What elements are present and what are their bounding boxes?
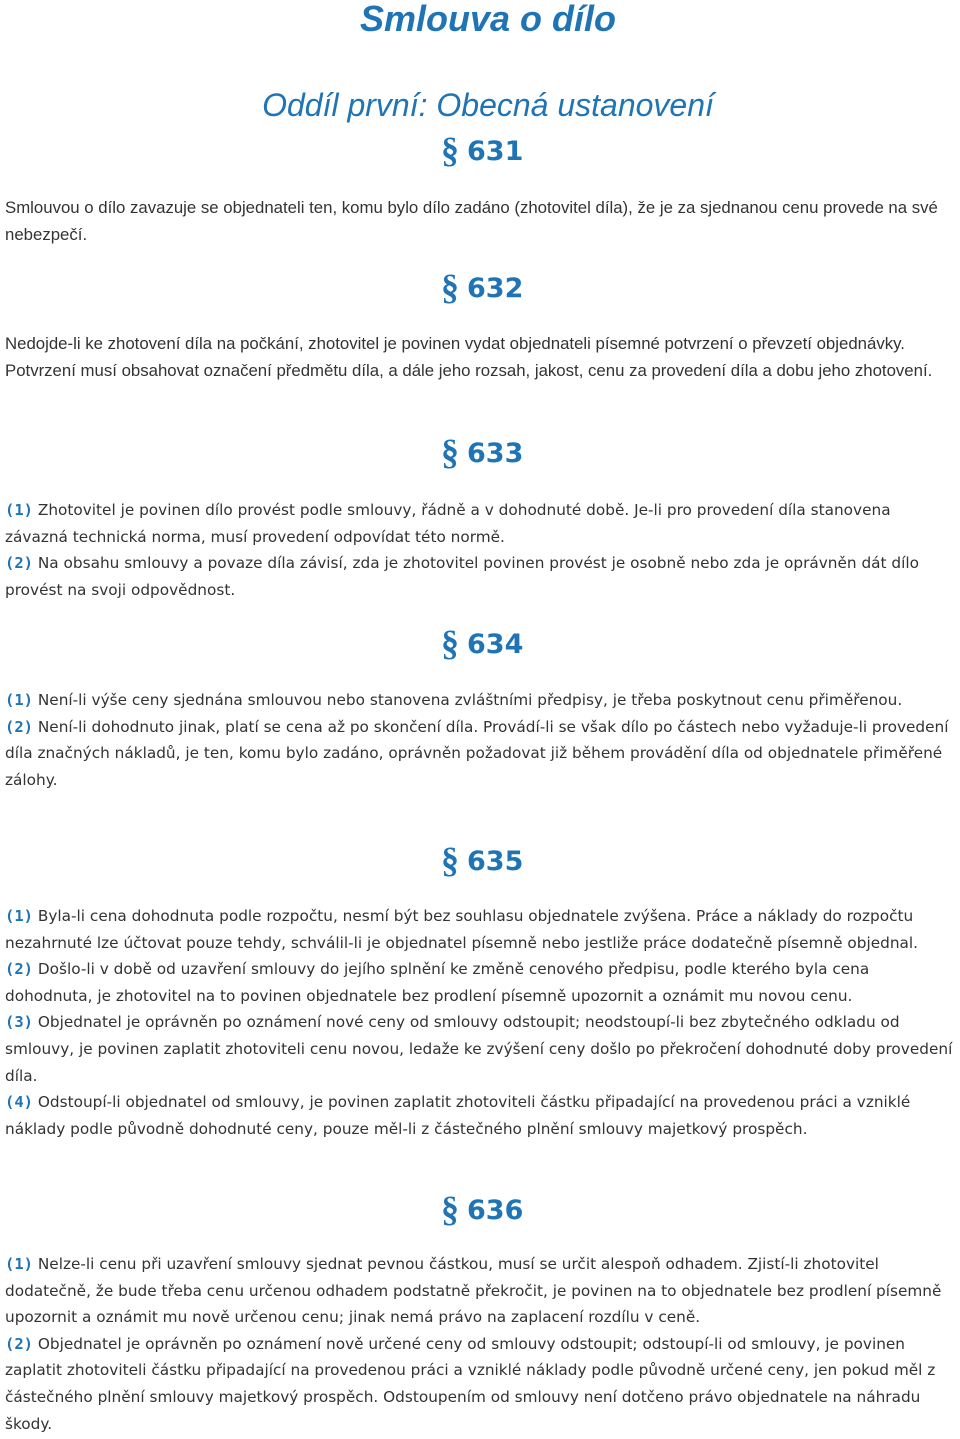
paragraph-text: Není-li dohodnuto jinak, platí se cena až po skončení díla. Provádí-li se však dílo po částech nebo vyžaduje-li provedení díla značných nákladů, je ten, komu bylo zadáno, oprávněn požadovat již během provádění díla od objednatele přiměřené zálohy. (5, 717, 949, 789)
document-title: Smlouva o dílo (359, 0, 617, 39)
paragraph-item (5, 1251, 955, 1331)
paragraph-item (5, 956, 955, 1009)
section-number: 635 (467, 846, 524, 877)
section-634-body (5, 687, 955, 793)
item-number: (2) (5, 717, 33, 736)
section-sign-icon: § (441, 1189, 459, 1229)
paragraph-text: Objednatel je oprávněn po oznámení nové ceny od smlouvy odstoupit; neodstoupí-li bez zbytečného odkladu od smlouvy, je povinen zaplatit zhotoviteli cenu novou, ledaže ke zvýšení ceny došlo po překročení dohodnuté doby provedení díla. (5, 1013, 953, 1085)
section-number: 632 (467, 273, 524, 304)
paragraph-text: Zhotovitel je povinen dílo provést podle smlouvy, řádně a v dohodnuté době. Je-li pro provedení díla stanovena závazná technická norma, musí provedení odpovídat této normě. (5, 501, 891, 546)
paragraph-item (5, 714, 955, 794)
section-sign-icon: § (441, 840, 459, 880)
section-number: 633 (467, 438, 524, 469)
paragraph-item (5, 687, 955, 714)
section-sign-icon: § (441, 432, 459, 472)
section-sign-icon: § (441, 267, 459, 307)
section-heading-636 (441, 1189, 524, 1229)
part-title: Oddíl první: Obecná ustanovení (262, 87, 714, 123)
paragraph-text: Byla-li cena dohodnuta podle rozpočtu, nesmí být bez souhlasu objednatele zvýšena. Práce a náklady do rozpočtu nezahrnuté lze účtovat pouze tehdy, schválil-li je objednatel písemně nebo jestliže práce dodatečně písemně objednal. (5, 907, 919, 952)
item-number: (1) (5, 907, 33, 925)
section-636-body (5, 1251, 955, 1437)
paragraph-text: Odstoupí-li objednatel od smlouvy, je povinen zaplatit zhotoviteli částku připadající na provedenou práci a vzniklé náklady podle původně dohodnuté ceny, pouze měl-li z částečného plnění smlouvy majetkový prospěch. (5, 1093, 911, 1138)
paragraph-item (5, 903, 955, 956)
section-number: 634 (467, 629, 524, 660)
section-heading-634 (441, 623, 524, 663)
paragraph-text: Na obsahu smlouvy a povaze díla závisí, zda je zhotovitel povinen provést je osobně nebo zda je oprávněn dát dílo provést na svoji odpovědnost. (5, 554, 919, 599)
paragraph-item (5, 1331, 955, 1437)
paragraph-item (5, 497, 955, 550)
item-number: (2) (5, 960, 33, 979)
section-heading-633 (441, 432, 524, 472)
section-632-paragraph (5, 330, 955, 384)
section-heading-635 (441, 840, 524, 880)
section-heading-631 (441, 130, 524, 170)
item-number: (1) (5, 501, 33, 519)
paragraph-text: Smlouvou o dílo zavazuje se objednateli ten, komu bylo dílo zadáno (zhotovitel díla), že je za sjednanou cenu provede na své nebezpečí. (5, 198, 938, 244)
item-number: (1) (5, 691, 33, 709)
section-sign-icon: § (441, 623, 459, 663)
section-635-body (5, 903, 955, 1142)
section-633-body (5, 497, 955, 603)
paragraph-item (5, 1089, 955, 1142)
item-number: (4) (5, 1093, 33, 1112)
item-number: (2) (5, 554, 33, 573)
section-number: 631 (467, 136, 524, 167)
paragraph-text: Není-li výše ceny sjednána smlouvou nebo stanovena zvláštními předpisy, je třeba poskytnout cenu přiměřenou. (33, 691, 903, 709)
section-sign-icon: § (441, 130, 459, 170)
paragraph-text: Nelze-li cenu při uzavření smlouvy sjednat pevnou částkou, musí se určit alespoň odhadem. Zjistí-li zhotovitel dodatečně, že bude třeba cenu určenou odhadem podstatně překročit, je povinen na to objednatele bez prodlení písemně upozornit a oznámit mu nově určenou cenu; jinak nemá právo na zaplacení rozdílu v ceně. (5, 1255, 942, 1327)
item-number: (1) (5, 1255, 33, 1273)
paragraph-item (5, 1009, 955, 1089)
item-number: (3) (5, 1013, 33, 1032)
paragraph-text: Došlo-li v době od uzavření smlouvy do jejího splnění ke změně cenového předpisu, podle kterého byla cena dohodnuta, je zhotovitel na to povinen objednatele bez prodlení písemně upozornit a oznámit mu novou cenu. (5, 960, 870, 1005)
paragraph-item (5, 550, 955, 603)
section-number: 636 (467, 1195, 524, 1226)
item-number: (2) (5, 1334, 33, 1353)
section-heading-632 (441, 267, 524, 307)
paragraph-text: Objednatel je oprávněn po oznámení nově určené ceny od smlouvy odstoupit; odstoupí-li od smlouvy, je povinen zaplatit zhotoviteli částku připadající na provedenou práci a vzniklé náklady podle původně určené ceny, jen pokud měl z částečného plnění smlouvy majetkový prospěch. Odstoupením od smlouvy není dotčeno právo objednatele na náhradu škody. (5, 1334, 936, 1433)
paragraph-text: Nedojde-li ke zhotovení díla na počkání, zhotovitel je povinen vydat objednateli písemné potvrzení o převzetí objednávky. Potvrzení musí obsahovat označení předmětu díla, a dále jeho rozsah, jakost, cenu za provedení díla a dobu jeho zhotovení. (5, 334, 933, 380)
section-631-paragraph (5, 194, 955, 248)
